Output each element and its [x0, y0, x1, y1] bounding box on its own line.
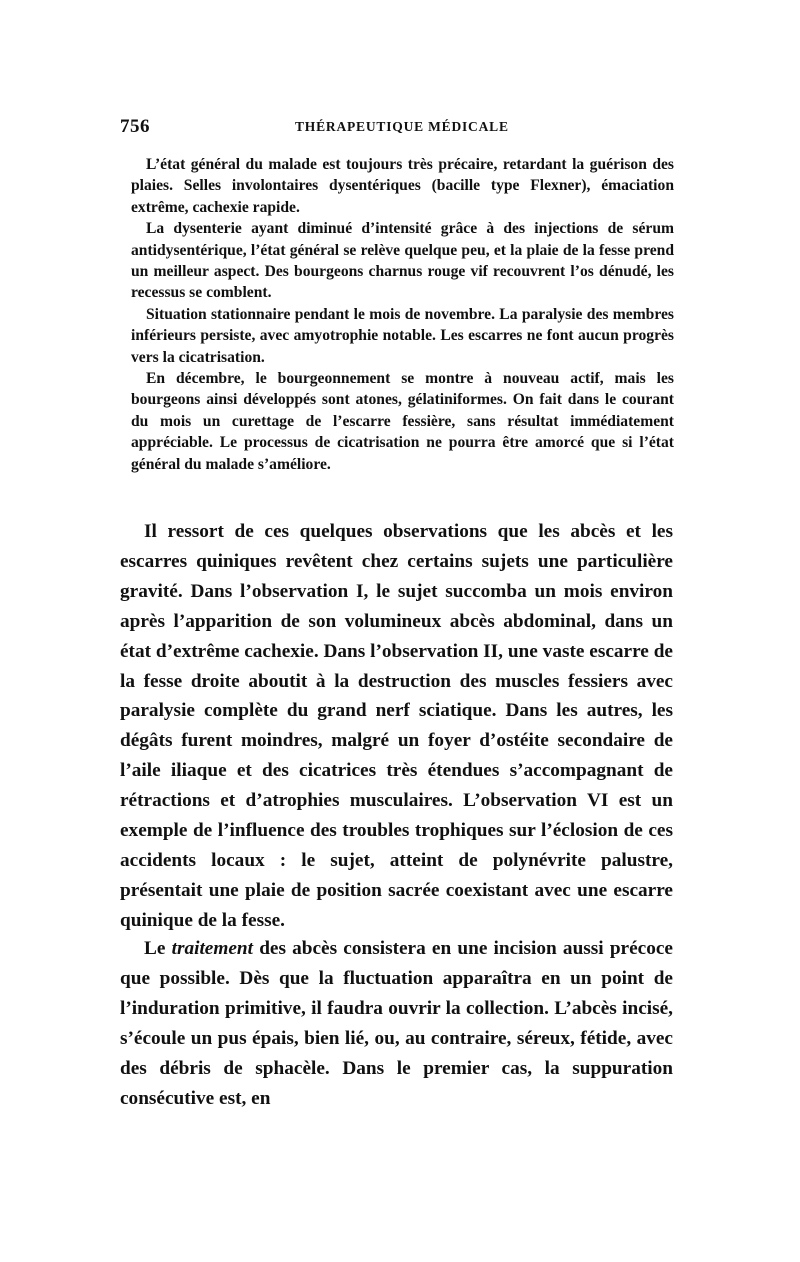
- note-paragraph: L’état général du malade est toujours très précaire, retardant la guérison des plaies. Selles involontaires dysentériques (bacille type Flexner), émaciation extrême, cachexie rapide.: [131, 156, 674, 216]
- body-section-treatment: [120, 934, 673, 1113]
- body-paragraph-treatment: [120, 934, 673, 1113]
- page-number: 756: [120, 116, 150, 137]
- running-title: THÉRAPEUTIQUE MÉDICALE: [295, 119, 509, 134]
- case-notes: [131, 154, 674, 475]
- treatment-emphasis: traitement: [171, 938, 254, 959]
- note-paragraph: Situation stationnaire pendant le mois de novembre. La paralysie des membres inférieurs persiste, avec amyotrophie notable. Les escarres ne font aucun progrès vers la cicatrisation.: [131, 305, 674, 366]
- treatment-lead: Le: [144, 938, 166, 959]
- note-paragraph: En décembre, le bourgeonnement se montre à nouveau actif, mais les bourgeons ainsi développés sont atones, gélatiniformes. On fait dans le courant du mois un curettage de l’escarre fessière, sans résultat immédiatement appréciable. Le processus de cicatrisation ne pourra être amorcé que si l’état général du malade s’améliore.: [131, 370, 674, 473]
- treatment-rest: des abcès consistera en une incision aussi précoce que possible. Dès que la fluctuation apparaîtra en un point de l’induration primitive, il faudra ouvrir la collection. L’abcès incisé, s’écoule un pus épais, bien lié, ou, au contraire, séreux, fétide, avec des débris de sphacèle. Dans le premier cas, la suppuration consécutive est, en: [120, 938, 673, 1109]
- running-head: [120, 116, 675, 140]
- note-paragraph: La dysenterie ayant diminué d’intensité grâce à des injections de sérum antidysentérique, l’état général se relève quelque peu, et la plaie de la fesse prend un meilleur aspect. Des bourgeons charnus rouge vif recouvrent l’os dénudé, les recessus se comblent.: [131, 220, 674, 302]
- body-section-observations: [120, 517, 673, 936]
- body-paragraph: Il ressort de ces quelques observations que les abcès et les escarres quiniques revêtent chez certains sujets une particulière gravité. Dans l’observation I, le sujet succomba un mois environ après l’apparition de son volumineux abcès abdominal, dans un état d’extrême cachexie. Dans l’observation II, une vaste escarre de la fesse droite aboutit à la destruction des muscles fessiers avec paralysie complète du grand nerf sciatique. Dans les autres, les dégâts furent moindres, malgré un foyer d’ostéite secondaire de l’aile iliaque et des cicatrices très étendues s’accompagnant de rétractions et d’atrophies musculaires. L’observation VI est un exemple de l’influence des troubles trophiques sur l’éclosion de ces accidents locaux : le sujet, atteint de polynévrite palustre, présentait une plaie de position sacrée coexistant avec une escarre quinique de la fesse.: [120, 521, 673, 931]
